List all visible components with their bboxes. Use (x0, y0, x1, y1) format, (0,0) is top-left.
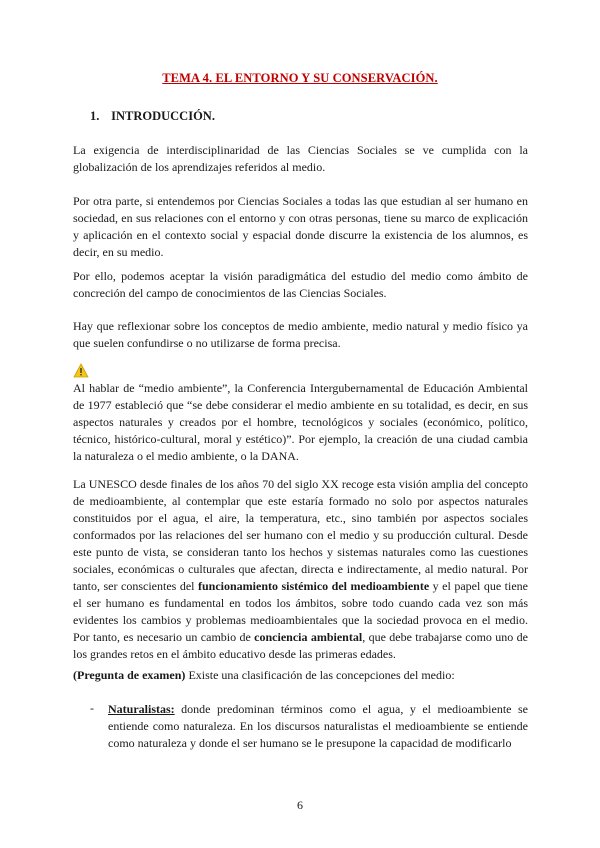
bullet-term: Naturalistas: (108, 702, 175, 716)
paragraph-6-bold-1: funcionamiento sistémico del medioambiente (198, 579, 430, 593)
paragraph-7-text: Existe una clasificación de las concepciones del medio: (185, 668, 455, 682)
bullet-text: donde predominan términos como el agua, y el medioambiente se entiende como naturaleza. En los discursos naturalistas el medioambiente se entiende como naturaleza y donde el ser humano se le presupone la capacidad de modificarlo (108, 702, 528, 750)
section-heading (90, 109, 215, 124)
warning-icon (73, 363, 89, 378)
paragraph-6-part-c: y el papel que tiene el ser humano es fundamental en todos los ámbitos, sobre todo cuando cada vez son más evidentes los cambios y problemas medioambientales que la sociedad provoca en el medio. Por tanto, es necesario un cambio de (73, 579, 528, 644)
paragraph-3: Por ello, podemos aceptar la visión paradigmática del estudio del medio como ámbito de concreción del campo de conocimientos de las Ciencias Sociales. (73, 269, 528, 300)
paragraph-2: Por otra parte, si entendemos por Ciencias Sociales a todas las que estudian al ser humano en sociedad, en sus relaciones con el entorno y con otras personas, tiene su marco de explicación y aplicación en el contexto social y espacial donde discurre la existencia de los alumnos, es decir, en su medio. (73, 194, 528, 259)
paragraph-6-part-a: La UNESCO desde finales de los años 70 del siglo XX recoge esta visión amplia del concepto de medioambiente, al contemplar que este estaría formado no solo por aspectos naturales constituidos por el agua, el aire, la temperatura, etc., sino también por aspectos sociales conformados por las relaciones del ser humano con el medio y su producción cultural. Desde este punto de vista, se consideran tanto los hechos y sistemas naturales como las cuestiones sociales, económicas o culturales que afectan, directa e indirectamente, al medio natural. Por tanto, ser conscientes del (73, 477, 528, 593)
section-number: 1. (90, 109, 100, 123)
paragraph-7 (73, 667, 528, 684)
bullet-dash: - (90, 701, 94, 715)
paragraph-6 (73, 476, 528, 663)
paragraph-6-part-d: , que debe trabajarse como uno de los grandes retos en el ámbito educativo desde las primeras edades. (73, 630, 528, 661)
list-item (108, 701, 528, 752)
page-number: 6 (297, 798, 303, 812)
paragraph-5: Al hablar de “medio ambiente”, la Conferencia Intergubernamental de Educación Ambiental de 1977 estableció que “se debe considerar el medio ambiente en su totalidad, es decir, en sus aspectos naturales y creados por el hombre, tecnológicos y sociales (económico, político, técnico, histórico-cultural, moral y estético)”. Por ejemplo, la creación de una ciudad cambia la naturaleza o el medio ambiente, o la DANA. (73, 381, 528, 463)
paragraph-1: La exigencia de interdisciplinaridad de las Ciencias Sociales se ve cumplida con la globalización de los aprendizajes referidos al medio. (73, 143, 528, 174)
section-label: INTRODUCCIÓN. (111, 109, 215, 123)
paragraph-6-bold-2: conciencia ambiental (254, 630, 363, 644)
page-title: TEMA 4. EL ENTORNO Y SU CONSERVACIÓN. (162, 71, 438, 85)
paragraph-4: Hay que reflexionar sobre los conceptos de medio ambiente, medio natural y medio físico ya que suelen confundirse o no utilizarse de forma precisa. (73, 319, 528, 350)
exam-question-label: (Pregunta de examen) (73, 668, 186, 682)
